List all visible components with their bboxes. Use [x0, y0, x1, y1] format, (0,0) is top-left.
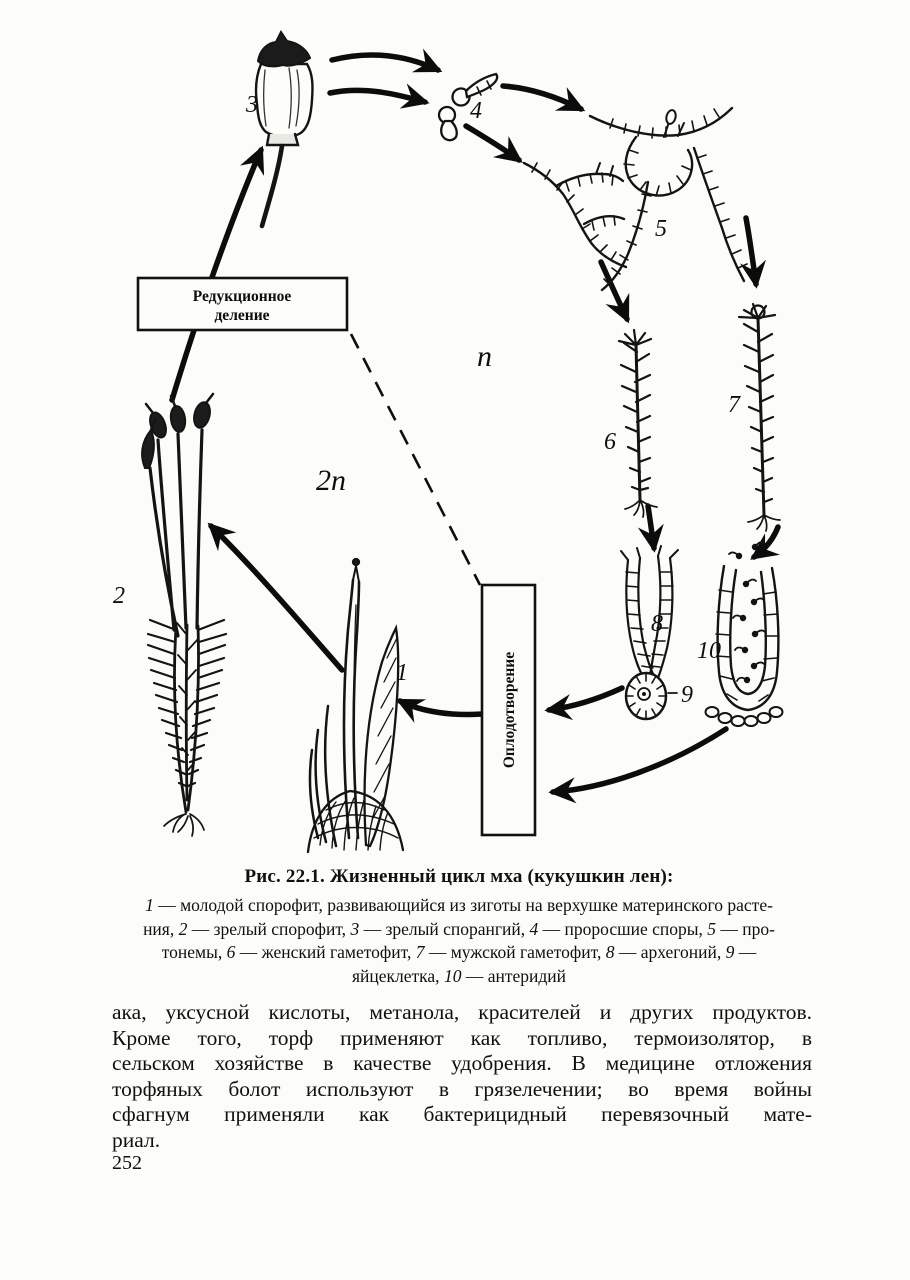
body-line: риал.: [112, 1127, 161, 1152]
male-gametophyte-drawing: [739, 304, 780, 531]
reduction-division-label-line1: Редукционное: [192, 288, 292, 305]
label-9: 9: [681, 682, 693, 708]
body-line: торфяных болот используют в грязелечении; во время войны: [112, 1076, 812, 1101]
label-10: 10: [697, 638, 721, 664]
arrow-protonema-to-male-gametophyte: [746, 218, 756, 284]
fertilization-label: Оплодотворение: [501, 651, 518, 769]
antheridium-drawing: [706, 542, 783, 726]
arrow-sporophyte-to-sporangium: [172, 150, 261, 400]
mature-sporophyte-drawing: [142, 394, 226, 836]
label-5: 5: [655, 216, 667, 242]
arrow-spores-to-protonema-right: [503, 86, 581, 109]
label-6: 6: [604, 429, 616, 455]
figure-caption: Рис. 22.1. Жизненный цикл мха (кукушкин лен):: [244, 866, 674, 887]
archegonium-drawing: [621, 546, 678, 719]
body-line: Кроме того, торф применяют как топливо, термоизолятор, в: [112, 1025, 812, 1050]
figure-legend-line: тонемы, 6 — женский гаметофит, 7 — мужской гаметофит, 8 — архегоний, 9 —: [161, 942, 757, 962]
label-8: 8: [651, 611, 663, 637]
arrow-sporangium-to-spores-upper: [332, 55, 438, 70]
body-line: ака, уксусной кислоты, метанола, красителей и других продуктов.: [112, 1000, 812, 1024]
arrow-zygote-to-sporophyte: [211, 526, 342, 670]
arrow-female-to-archegonium: [648, 506, 654, 548]
arrow-antheridium-to-fertilization: [553, 729, 726, 792]
sporangium-drawing: [256, 32, 312, 226]
label-7: 7: [728, 392, 740, 418]
ploidy-haploid-label: n: [477, 340, 492, 373]
body-line: сфагнум применяли как бактерицидный перевязочный мате-: [112, 1102, 812, 1126]
figure-legend-line: ния, 2 — зрелый спорофит, 3 — зрелый спорангий, 4 — проросшие споры, 5 — про-: [143, 918, 775, 939]
reduction-division-box: [138, 278, 347, 330]
arrow-egg-to-fertilization: [549, 688, 622, 710]
arrow-fertilization-to-zygote: [400, 701, 482, 714]
figure-legend-line: 1 — молодой спорофит, развивающийся из зиготы на верхушке материнского расте-: [145, 895, 773, 915]
figure-legend-line: яйцеклетка, 10 — антеридий: [351, 965, 566, 986]
fertilization-box: [482, 585, 535, 835]
figure-legend: [96, 894, 822, 988]
page-number: 252: [112, 1152, 142, 1174]
protonema-center-drawing: [524, 163, 626, 267]
dashed-meiosis-line: [351, 334, 480, 585]
label-2: 2: [113, 583, 125, 609]
arrow-sporangium-to-spores-lower: [330, 90, 425, 102]
label-3: 3: [246, 92, 258, 118]
ploidy-diploid-label: 2n: [316, 464, 346, 497]
female-gametophyte-drawing: [619, 330, 657, 517]
body-line: сельском хозяйстве в качестве удобрения. В медицине отложения: [112, 1051, 812, 1075]
label-4: 4: [470, 98, 482, 124]
sperm-cells: [736, 544, 758, 683]
arrow-protonema-to-female-gametophyte: [601, 262, 627, 319]
label-1: 1: [396, 660, 408, 686]
arrow-spores-to-protonema-center: [466, 126, 519, 160]
reduction-division-label-line2: деление: [214, 307, 270, 324]
body-paragraph: [112, 1000, 812, 1153]
young-sporophyte-drawing: [308, 559, 403, 852]
